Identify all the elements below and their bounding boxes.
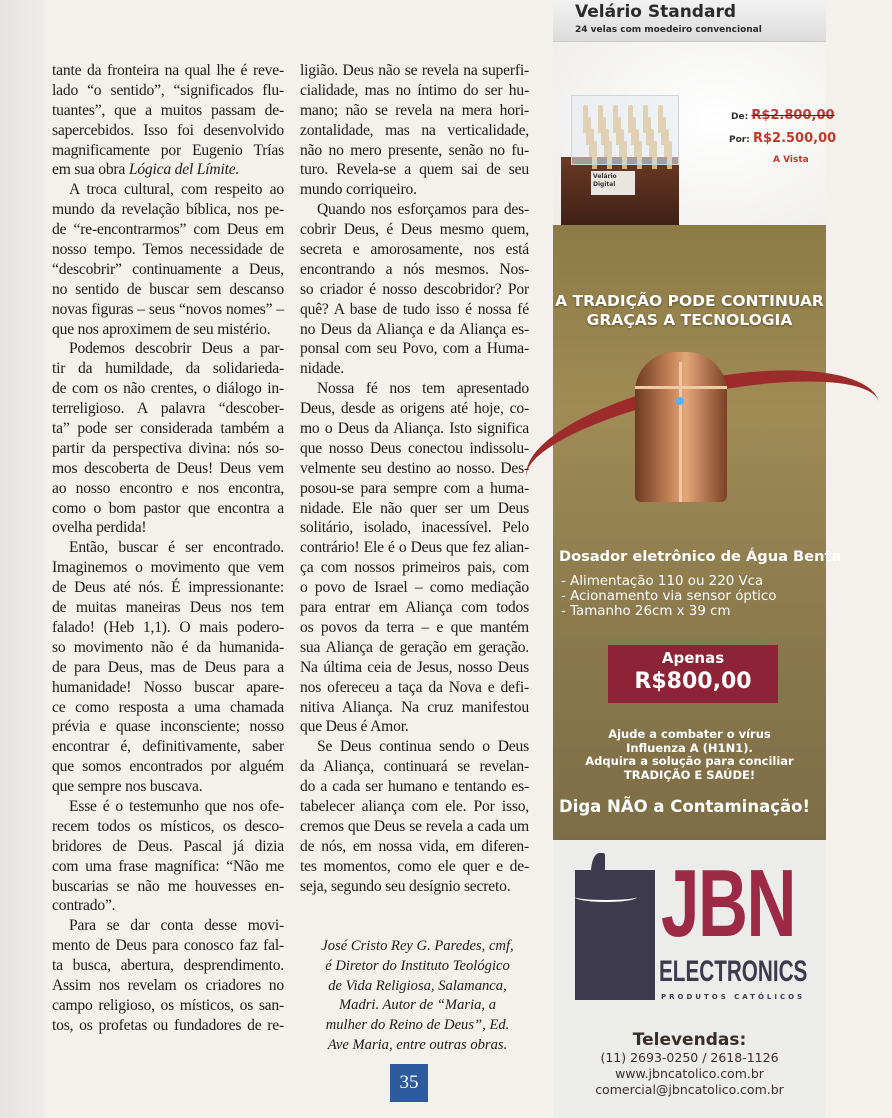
velario-glass-cover: [571, 95, 679, 165]
text-line: mano; não se revela na mera hori-: [300, 101, 529, 119]
text-line: Quando nos esforçamos para des-: [317, 201, 529, 219]
new-price: [729, 131, 836, 148]
text-line: encontrar é, definitivamente, saber: [52, 738, 284, 756]
text-line: “descobrir” continuamente a Deus,: [52, 260, 284, 278]
price-label: Apenas: [661, 649, 725, 667]
dosador-band: [635, 386, 727, 389]
text-line: nidade.: [300, 360, 345, 378]
text-line: humanidade! Nosso buscar apare-: [52, 678, 284, 696]
page-number: 35: [390, 1064, 428, 1102]
text-line: magnificamente por Eugenio Trías: [52, 141, 284, 159]
text-line: para entrar em Aliança com todos: [300, 599, 529, 617]
text-line: cremos que Deus se revela a cada um: [300, 817, 529, 835]
text-line: como o bom pastor que encontra a: [52, 499, 284, 517]
bio-line: Ave Maria, entre outras obras.: [327, 1036, 508, 1053]
velario-section: [553, 0, 837, 240]
author-bio: [305, 937, 530, 1056]
pitch-line: Influenza A (H1N1).: [626, 740, 753, 755]
text-line: do a cada ser humano e tentando es-: [300, 778, 529, 796]
headline-line-1: A TRADIÇÃO PODE CONTINUAR: [555, 292, 824, 310]
text-line: o povo de Israel – como mediação: [300, 579, 529, 597]
brand-tagline: PRODUTOS CATÓLICOS: [661, 993, 806, 1001]
new-price-label: Por:: [729, 135, 750, 145]
text-line: Podemos descobrir Deus a par-: [69, 340, 284, 358]
contact-info: [553, 1030, 826, 1098]
text-line: zontalidade, mas na verticalidade,: [300, 121, 529, 139]
text-line: no Deus da Aliança e da Aliança es-: [300, 320, 529, 338]
velario-title-bar: [553, 0, 826, 42]
text-line: campo religioso, os místicos, os san-: [52, 996, 284, 1014]
text-line: de Deus até nós. É impressionante:: [52, 579, 284, 597]
text-line: prévia e quase inconsciente; nosso: [52, 718, 284, 736]
price-value: R$800,00: [634, 669, 752, 694]
text-line: lado “o sentido”, “significados flu-: [52, 81, 284, 99]
text-line: Assim nos revelam os criadores no: [52, 976, 284, 994]
text-line: que somos encontrados por alguém: [52, 758, 284, 776]
text-line: Deus, desde as origens até hoje, co-: [300, 400, 529, 418]
text-line: tir da humildade, da solidarieda-: [52, 360, 284, 378]
text-line: A troca cultural, com respeito ao: [69, 181, 284, 199]
text-line: ce como resposta a uma chamada: [52, 698, 284, 716]
text-line: ao nosso encontro e nos encontra,: [52, 479, 284, 497]
text-line: com uma frase magnífica: “Não me: [52, 857, 284, 875]
text-line: nos ofereceu a taça da Nova e defi-: [300, 678, 529, 696]
text-line: falado! (Heb 1,1). O mais podero-: [52, 618, 284, 636]
text-segment: em sua obra: [52, 161, 129, 179]
text-line: ta” pode ser considerada também a: [52, 420, 284, 438]
candle-rim: [575, 892, 637, 902]
text-line: so criador é nosso descobridor? Por: [300, 280, 529, 298]
ad-headline: [553, 292, 826, 330]
text-line: seja, segundo seu desígnio secreto.: [300, 877, 511, 895]
text-line: secreta e amorosamente, nos está: [300, 241, 529, 259]
text-line: nitiva Aliança. Na cruz manifestou: [300, 698, 529, 716]
text-line: os povos da terra – e que mantém: [300, 618, 529, 636]
text-line: tes momentos, como ele quer e de-: [300, 857, 529, 875]
text-line: mos descoberta de Deus! Deus vem: [52, 459, 284, 477]
bio-line: mulher do Reino de Deus”, Ed.: [325, 1017, 510, 1034]
price-box: [608, 645, 778, 703]
text-line: sua Aliança de geração em geração.: [300, 638, 529, 656]
text-line: de muitas maneiras Deus nos tem: [52, 599, 284, 617]
text-line: que nos aproximem de seu mistério.: [52, 320, 271, 338]
pitch-line: Adquira a solução para conciliar: [585, 754, 794, 768]
text-line: de nós, em nossa vida, em diferen-: [300, 837, 529, 855]
text-line: contrado”.: [52, 897, 116, 915]
text-line: bridores de Deus. Pascal já dizia: [52, 837, 284, 855]
text-line: sapercebidos. Isso foi desenvolvido: [52, 121, 284, 139]
velario-title: Velário Standard: [575, 2, 737, 22]
price-terms: A Vista: [773, 155, 809, 165]
text-line: ovelha perdida!: [52, 519, 147, 537]
text-line: tos, os profetas ou fundadores de re-: [52, 1016, 284, 1034]
bio-line: José Cristo Rey G. Paredes, cmf,: [321, 938, 514, 954]
headline-line-2: GRAÇAS A TECNOLOGIA: [586, 311, 793, 329]
feature-item: - Alimentação 110 ou 220 Vca: [561, 574, 764, 589]
brand-name: JBN: [661, 850, 795, 957]
velario-product-image: [561, 95, 681, 225]
text-line: Nossa fé nos tem apresentado: [317, 380, 529, 398]
new-price-value: R$2.500,00: [752, 131, 837, 146]
text-line: novas figuras – seus “novos nomes” –: [52, 300, 284, 318]
text-line: ta busca, abertura, desprendimento.: [52, 957, 284, 975]
advertisement: [553, 0, 842, 1118]
old-price: [731, 108, 835, 125]
dosador-product-image: [635, 352, 727, 502]
old-price-value: R$2.800,00: [751, 108, 835, 123]
text-line: mento de Deus para conosco faz fal-: [52, 937, 284, 955]
product-title: Dosador eletrônico de Água Benta: [559, 548, 842, 565]
book-title: Lógica del Límite.: [128, 161, 240, 179]
text-line: Esse é o testemunho que nos ofe-: [69, 797, 284, 815]
bio-line: Madri. Autor de “Maria, a: [338, 997, 497, 1014]
text-line: tabelecer aliança com ele. Por isso,: [300, 797, 529, 815]
feature-item: - Acionamento via sensor óptico: [561, 589, 777, 604]
text-line: mo o Deus da Aliança. Isto significa: [300, 420, 529, 438]
text-line: Na última ceia de Jesus, nosso Deus: [300, 658, 529, 676]
text-line: mundo corriqueiro.: [300, 181, 417, 199]
text-line: de para Deus, mas de Deus para a: [52, 658, 284, 676]
text-line: que sempre nos buscava.: [52, 778, 203, 796]
text-line: velmente seu destino ao nosso. Des-: [300, 459, 529, 477]
velario-label: Velário Digital: [591, 171, 635, 195]
text-line: mundo da revelação bíblica, nos pe-: [52, 201, 284, 219]
text-line: Então, buscar é ser encontrado.: [69, 539, 284, 557]
text-line: que nosso Deus conectou indissolu-: [300, 439, 529, 457]
contact-label: Televendas:: [632, 1030, 747, 1050]
pitch-line: Ajude a combater o vírus: [608, 727, 771, 741]
ad-slogan: Diga NÃO a Contaminação!: [559, 797, 810, 816]
contact-email[interactable]: comercial@jbncatolico.com.br: [595, 1082, 784, 1097]
contact-website[interactable]: www.jbncatolico.com.br: [615, 1066, 764, 1081]
text-line: recem todos os místicos, os desco-: [52, 817, 284, 835]
text-line: [52, 160, 284, 180]
text-line: turo. Revela-se a quem sai de seu: [300, 161, 529, 179]
text-line: cobrir Deus, é Deus mesmo quem,: [300, 221, 529, 239]
brand-section: [553, 840, 826, 1118]
bio-line: de Vida Religiosa, Salamanca,: [328, 977, 507, 994]
brand-sub: ELECTRONICS: [659, 955, 808, 988]
candle-logo-icon: [575, 870, 655, 1000]
text-line: contrário! Ele é o Deus que fez alian-: [300, 539, 529, 557]
text-line: buscarias se não me houvesses en-: [52, 877, 284, 895]
text-line: Imaginemos o movimento que vem: [52, 559, 284, 577]
text-line: solitário, isolado, inacessível. Pelo: [300, 519, 529, 537]
article-column-2: [300, 61, 529, 896]
pitch-line: TRADIÇÃO E SAÚDE!: [623, 767, 756, 782]
text-line: posou-se para sempre com a huma-: [300, 479, 529, 497]
text-line: partir da perspectiva divina: nós so-: [52, 439, 284, 457]
text-line: terreligioso. A palavra “descober-: [52, 400, 284, 418]
text-line: cialidade, mas no íntimo do ser hu-: [300, 81, 529, 99]
text-line: de com os não crentes, o diálogo in-: [52, 380, 284, 398]
old-price-label: De:: [731, 112, 749, 122]
text-line: ligião. Deus não se revela na superfi-: [300, 62, 529, 79]
sensor-light-icon: [676, 397, 684, 405]
text-line: de “re-encontrarmos” com Deus em: [52, 221, 284, 239]
text-line: so movimento não é da humanida-: [52, 638, 284, 656]
feature-list: [561, 574, 776, 619]
text-line: quê? A base de tudo isso é nossa fé: [300, 300, 529, 318]
text-line: encontrando a nós mesmos. Nos-: [300, 260, 529, 278]
dosador-stripe: [679, 362, 682, 502]
bio-line: é Diretor do Instituto Teológico: [325, 957, 510, 974]
text-line: da Aliança, continuará se revelan-: [300, 758, 529, 776]
ad-pitch: [553, 728, 826, 782]
scan-edge: [0, 0, 46, 1118]
text-line: Para se dar conta desse movi-: [69, 917, 284, 935]
contact-phones: (11) 2693-0250 / 2618-1126: [600, 1050, 779, 1065]
text-line: não no mero presente, senão no fu-: [300, 141, 529, 159]
feature-item: - Tamanho 26cm x 39 cm: [561, 604, 731, 619]
text-line: nosso tempo. Temos necessidade de: [52, 241, 284, 259]
text-line: nidade. Ele não quer ser um Deus: [300, 499, 529, 517]
text-line: ça com nossos primeiros pais, com: [300, 559, 529, 577]
velario-subtitle: 24 velas com moedeiro convencional: [575, 25, 762, 35]
text-line: ponsal com seu Povo, com a Huma-: [300, 340, 529, 358]
article-column-1: [52, 61, 284, 1036]
text-line: no sentido de buscar sem descanso: [52, 280, 284, 298]
text-line: tuantes”, que a muitos passam de-: [52, 101, 284, 119]
text-line: tante da fronteira na qual lhe é reve-: [52, 62, 284, 79]
text-line: Se Deus continua sendo o Deus: [317, 738, 529, 756]
text-line: que Deus é Amor.: [300, 718, 409, 736]
